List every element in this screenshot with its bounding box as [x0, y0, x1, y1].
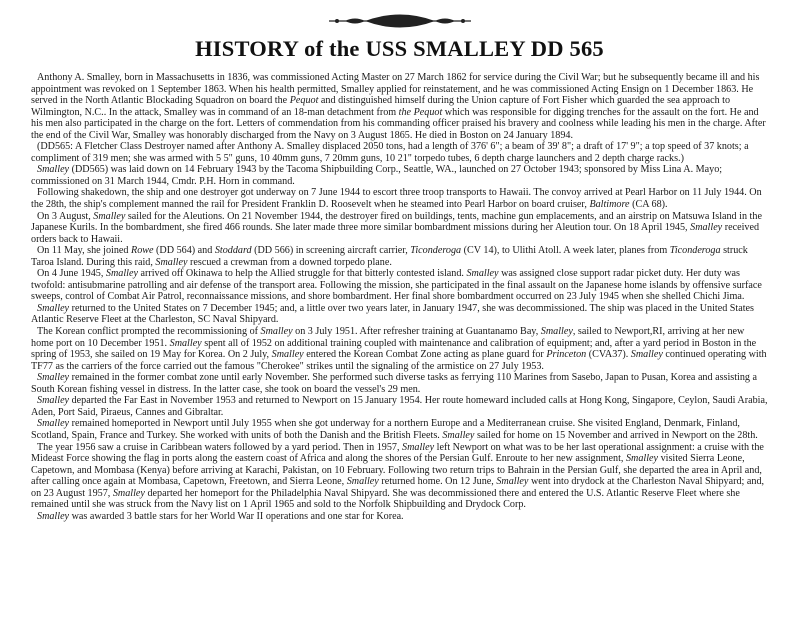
paragraph-text: spent all of 1952 on additional training coupled with maintenance and calibration of equipment; and, after a yard period in Boston in the spring of 1953, she sailed on 19 May for Korea. On 2 July, — [31, 337, 757, 361]
history-body — [31, 72, 768, 522]
ship-name-text: Smalley — [496, 476, 529, 488]
history-paragraph — [31, 245, 768, 268]
ship-name-text: Ticonderoga — [410, 245, 462, 257]
paragraph-text: departed the Far East in November 1953 and returned to Newport on 15 January 1954. Her route homeward included calls at Hong Kong, Singapore, Ceylon, Saudi Arabia, Aden, Port Said, Piraeus, Cannes and Gibraltar. — [31, 395, 768, 418]
paragraph-text: (DD 566) in screening aircraft carrier, — [251, 245, 411, 257]
history-paragraph — [31, 372, 768, 395]
ship-name-text: Smalley — [37, 164, 70, 176]
paragraph-text: (CV 14), to Ulithi Atoll. A week later, planes from — [461, 245, 670, 257]
paragraph-text: arrived off Okinawa to help the Allied struggle for that bitterly contested island. — [137, 268, 467, 280]
paragraph-text: Anthony A. Smalley, born in Massachusetts in 1836, was commissioned Acting Master on 27 March 1862 for service during the Civil War; but he subsequently became ill and his appointment was revoked on 1 September 1863. When his health permitted, Smalley applied for reinstatement, and he was commissioned Acting Ensign on 1 December 1863. He served in the North Atlantic Blockading Squadron on board the — [31, 72, 760, 107]
history-paragraph — [31, 187, 768, 210]
ship-name-text: Smalley — [169, 337, 202, 349]
ship-name-text: Smalley — [37, 510, 70, 522]
paragraph-text: (DD 564) and — [153, 245, 215, 257]
ship-name-text: Smalley — [630, 349, 663, 361]
paragraph-text: was assigned close support radar picket duty. Her duty was twofold: antisubmarine patrolling and air defense of the transport area. Following the mission, she participated in the final assault on the Japanese home islands by offensive surface sweeps, control of Combat Air Patrol, reconnaissance missions, and shore bombardment. Her final shore bombardment occurred on 23 July 1945 when she shelled Chichi Jima. — [31, 268, 762, 303]
paragraph-text: left Newport on what was to be her last operational assignment: a cruise with the Mideast Force showing the flag in ports along the eastern coast of Africa and along the shores of the Persian Gulf. Enroute to her new assignment, — [31, 441, 764, 465]
history-paragraph — [31, 418, 768, 441]
ship-name-text: Smalley — [37, 418, 70, 430]
paragraph-text: sailed for home on 15 November and arrived in Newport on the 28th. — [474, 429, 758, 441]
decorative-ornament-icon — [325, 10, 475, 32]
ship-name-text: Smalley — [112, 487, 145, 499]
paragraph-text: went into drydock at the Charleston Naval Shipyard; and, on 23 August 1957, — [31, 476, 765, 499]
paragraph-text: remained homeported in Newport until July 1955 when she got underway for a northern Europe and a Mediterranean cruise. She visited England, Denmark, Finland, Scotland, Spain, France and Turkey. She worked with units of both the Danish and the British Fleets. — [31, 418, 740, 441]
ship-name-text: the Pequot — [398, 106, 443, 118]
history-paragraph — [31, 395, 768, 418]
history-paragraph — [31, 141, 768, 164]
paragraph-text: (DD565: A Fletcher Class Destroyer named after Anthony A. Smalley displaced 2050 tons, had a length of 376' 6"; a beam of 39' 8"; a draft of 17' 9"; a top speed of 37 knots; a compliment of 319 men; she was armed with 5 5" guns, 10 40mm guns, 7 20mm guns, 10 21" torpedo tubes, 6 depth charge launchers and 2 depth charge racks.) — [31, 141, 749, 164]
ship-name-text: Smalley — [37, 372, 70, 384]
history-paragraph — [31, 303, 768, 326]
paragraph-text: On 11 May, she joined — [37, 245, 132, 257]
paragraph-text: The Korean conflict prompted the recommissioning of — [37, 326, 261, 338]
paragraph-text: On 3 August, — [37, 210, 94, 222]
ship-name-text: Rowe — [131, 245, 154, 257]
ship-name-text: Smalley — [690, 222, 723, 234]
page-title: HISTORY of the USS SMALLEY DD 565 — [195, 36, 604, 61]
paragraph-text: received orders back to Hawaii. — [31, 222, 760, 245]
ship-name-text: Smalley — [155, 256, 188, 268]
paragraph-text: rescued a crewman from a downed torpedo plane. — [187, 256, 392, 268]
paragraph-text: continued operating with TF77 as the carriers of the force carried out the famous "Cherokee" strikes until the signaling of the armistice on 27 July 1953. — [31, 349, 767, 372]
ship-name-text: Smalley — [93, 210, 126, 222]
paragraph-text: (DD565) was laid down on 14 February 1943 by the Tacoma Shipbuilding Corp., Seattle, WA., launched on 27 October 1943; sponsored by Miss Lina A. Mayo; commissioned on 31 March 1944, Cmdr. P.H. Horn in command. — [31, 164, 723, 187]
paragraph-text: on 3 July 1951. After refresher training at Guantanamo Bay, — [292, 326, 541, 338]
paragraph-text: On 4 June 1945, — [37, 268, 106, 280]
ship-name-text: Smalley — [37, 302, 70, 314]
paragraph-text: (CVA37). — [586, 349, 631, 361]
ship-name-text: Smalley — [402, 441, 435, 453]
ship-name-text: Pequot — [289, 95, 319, 107]
paragraph-text: sailed for the Aleutions. On 21 November 1944, the destroyer fired on buildings, tents, machine gun emplacements, and an airstrip on Matsuwa Island in the Japanese Kurils. In the bombardment, she fired 466 rounds. She later made three more similar bombardment missions during her Aleution tour. On 18 April 1945, — [31, 210, 762, 234]
ship-name-text: Smalley — [540, 326, 573, 338]
paragraph-text: Following shakedown, the ship and one destroyer got underway on 7 June 1944 to escort three troop transports to Hawaii. The convoy arrived at Pearl Harbor on 11 July 1944. On the 28th, the ship's complement manned the rail for President Franklin D. Roosevelt when he steamed into Pearl Harbor on board cruiser, — [31, 187, 762, 211]
ship-name-text: Smalley — [625, 453, 659, 465]
paragraph-text: The year 1956 saw a cruise in Caribbean waters followed by a yard period. Then in 1957, — [37, 441, 403, 453]
paragraph-text: returned home. On 12 June, — [378, 476, 497, 488]
paragraph-text: (CA 68). — [629, 199, 668, 211]
history-paragraph — [31, 211, 768, 246]
paragraph-text: , sailed to Newport,RI, arriving at her new home port on 10 December 1951. — [31, 326, 745, 349]
paragraph-text: remained in the former combat zone until early November. She performed such diverse tasks as ferrying 110 Marines from Sasebo, Japan to Pusan, Korea and assisting a South Korean fishing vessel in distress. In the latter case, she took on board the vessel's 29 men. — [31, 372, 757, 395]
ship-name-text: Smalley — [346, 476, 379, 488]
ship-name-text: Smalley — [271, 349, 304, 361]
paragraph-text: departed her homeport for the Philadelphia Naval Shipyard. She was decommissioned there and entered the U.S. Atlantic Reserve Fleet where she remained until she was struck from the Navy list on 1 April 1965 and sold to the Norfolk Shipbuilding and Drydock Corp. — [31, 487, 740, 511]
paragraph-text: was awarded 3 battle stars for her World War II operations and one star for Korea. — [69, 510, 404, 522]
history-paragraph — [31, 442, 768, 511]
history-paragraph — [31, 326, 768, 372]
paragraph-text: returned to the United States on 7 December 1945; and, a little over two years later, in January 1947, she was decommissioned. The ship was placed in the United States Atlantic Reserve Fleet at the Charleston, SC Naval Shipyard. — [31, 302, 754, 326]
paragraph-text: visited Sierra Leone, Capetown, and Mombasa (Kenya) before arriving at Karachi, Pakistan, on 10 February. Following two return trips to Bahrain in the Persian Gulf, she departed the area in April and, after calling once again at Mombasa, Capetown, Freetown, and Sierra Leone, — [31, 453, 762, 488]
ship-name-text: Princeton — [546, 349, 587, 361]
paragraph-text: struck Taroa Island. During this raid, — [31, 245, 748, 268]
history-paragraph — [31, 268, 768, 303]
ship-name-text: Stoddard — [214, 245, 252, 257]
ship-name-text: Smalley — [260, 326, 293, 338]
history-paragraph — [31, 511, 768, 523]
history-paragraph — [31, 72, 768, 141]
ship-name-text: Smalley — [37, 395, 70, 407]
ship-name-text: Smalley — [105, 268, 138, 280]
ship-name-text: Ticonderoga — [669, 245, 721, 257]
ship-name-text: Smalley — [466, 268, 499, 280]
history-paragraph — [31, 164, 768, 187]
paragraph-text: and distinguished himself during the Union capture of Fort Fisher which guarded the sea approach to Wilmington, N.C.. In the attack, Smalley was in command of an 18-man detachment from — [31, 95, 731, 118]
paragraph-text: which was responsible for digging trenches for the assault on the fort. He and his men also participated in the charge on the fort. Letters of commendation from his commanding officer praised his bravery and coolness while leading his men in the charge. After the end of the Civil War, Smalley was honorably discharged from the Navy on 3 August 1865. He died in Boston on 24 January 1894. — [31, 106, 766, 141]
paragraph-text: entered the Korean Combat Zone acting as plane guard for — [303, 349, 547, 361]
ship-name-text: Smalley — [442, 429, 475, 441]
ship-name-text: Baltimore — [589, 199, 630, 211]
